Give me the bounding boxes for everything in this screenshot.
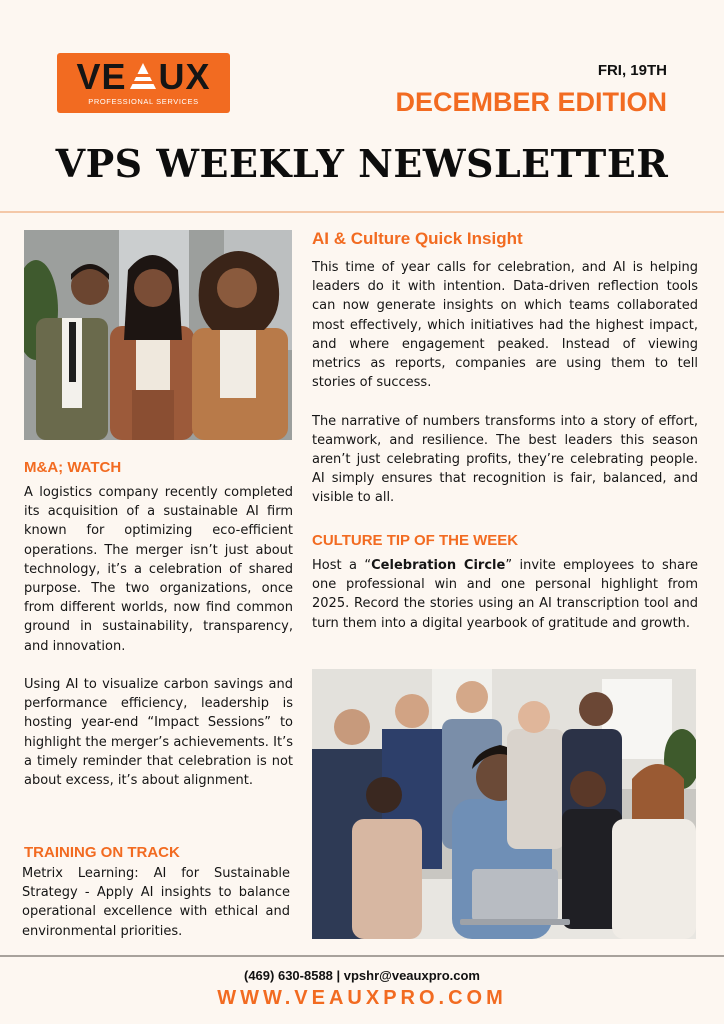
- meeting-photo: [312, 669, 696, 939]
- edition-label: DECEMBER EDITION: [395, 87, 667, 117]
- training-body: [22, 864, 290, 941]
- logo-text-right: UX: [158, 56, 211, 97]
- website-link[interactable]: WWW.VEAUXPRO.COM: [217, 987, 507, 1009]
- ma-watch-heading: M&A; WATCH: [24, 459, 122, 476]
- culture-tip-heading: CULTURE TIP OF THE WEEK: [312, 532, 519, 549]
- ai-culture-body: [312, 258, 698, 508]
- newsletter-title: VPS WEEKLY NEWSLETTER: [55, 141, 669, 186]
- footer-divider: [0, 955, 724, 957]
- logo-text-left: VE: [76, 56, 127, 97]
- insight-paragraph-2: The narrative of numbers transforms into a story of effort, teamwork, and resilience. The best leaders this season aren’t just celebrating profits, they’re celebrating people. AI simply ensures that recognition is fair, balanced, and visible to all.: [312, 413, 698, 506]
- header-divider: [0, 211, 724, 213]
- ai-culture-heading: AI & Culture Quick Insight: [312, 229, 523, 248]
- logo-subtitle: PROFESSIONAL SERVICES: [88, 97, 199, 106]
- ma-paragraph-2: Using AI to visualize carbon savings and performance efficiency, leadership is hosting year-end “Impact Sessions” to highlight the merger’s achievements. It’s a timely reminder that celebration is not about excess, it’s about alignment.: [24, 677, 293, 789]
- training-text: Metrix Learning: AI for Sustainable Strategy - Apply AI insights to balance operational excellence with ethical and environmental priorities.: [22, 866, 290, 939]
- training-heading: TRAINING ON TRACK: [24, 844, 180, 861]
- tip-highlight: Celebration Circle: [371, 558, 506, 573]
- contact-line: (469) 630-8588 | vpshr@veauxpro.com: [244, 968, 480, 983]
- ma-paragraph-1: A logistics company recently completed its acquisition of a sustainable AI firm known for optimizing eco-efficient operations. The merger isn’t just about technology, it’s a celebration of shared purpose. The two organizations, once from different worlds, now find common ground in sustainability, transparency, and innovation.: [24, 485, 293, 654]
- tip-rest: ” invite employees to share one professional win and one personal highlight from 2025. Record the stories using an AI transcription tool and turn them into a digital yearbook of gratitude and growth.: [312, 558, 699, 631]
- logo-triangle-icon: [128, 61, 158, 91]
- culture-tip-body: [312, 556, 698, 633]
- logo-wordmark: [57, 57, 230, 97]
- insight-paragraph-1: This time of year calls for celebration, and AI is helping leaders do it with intention. Data-driven reflection tools can now generate insights on which teams collaborated most effectively, which initiatives had the highest impact, and where engagement peaked. Instead of viewing metrics as reports, companies are using them to tell stories of success.: [312, 260, 698, 391]
- issue-date: FRI, 19TH: [597, 62, 667, 79]
- team-photo: [24, 230, 292, 440]
- tip-prefix: Host a “: [312, 558, 372, 573]
- ma-watch-body: [24, 483, 293, 790]
- veaux-logo: [57, 53, 230, 113]
